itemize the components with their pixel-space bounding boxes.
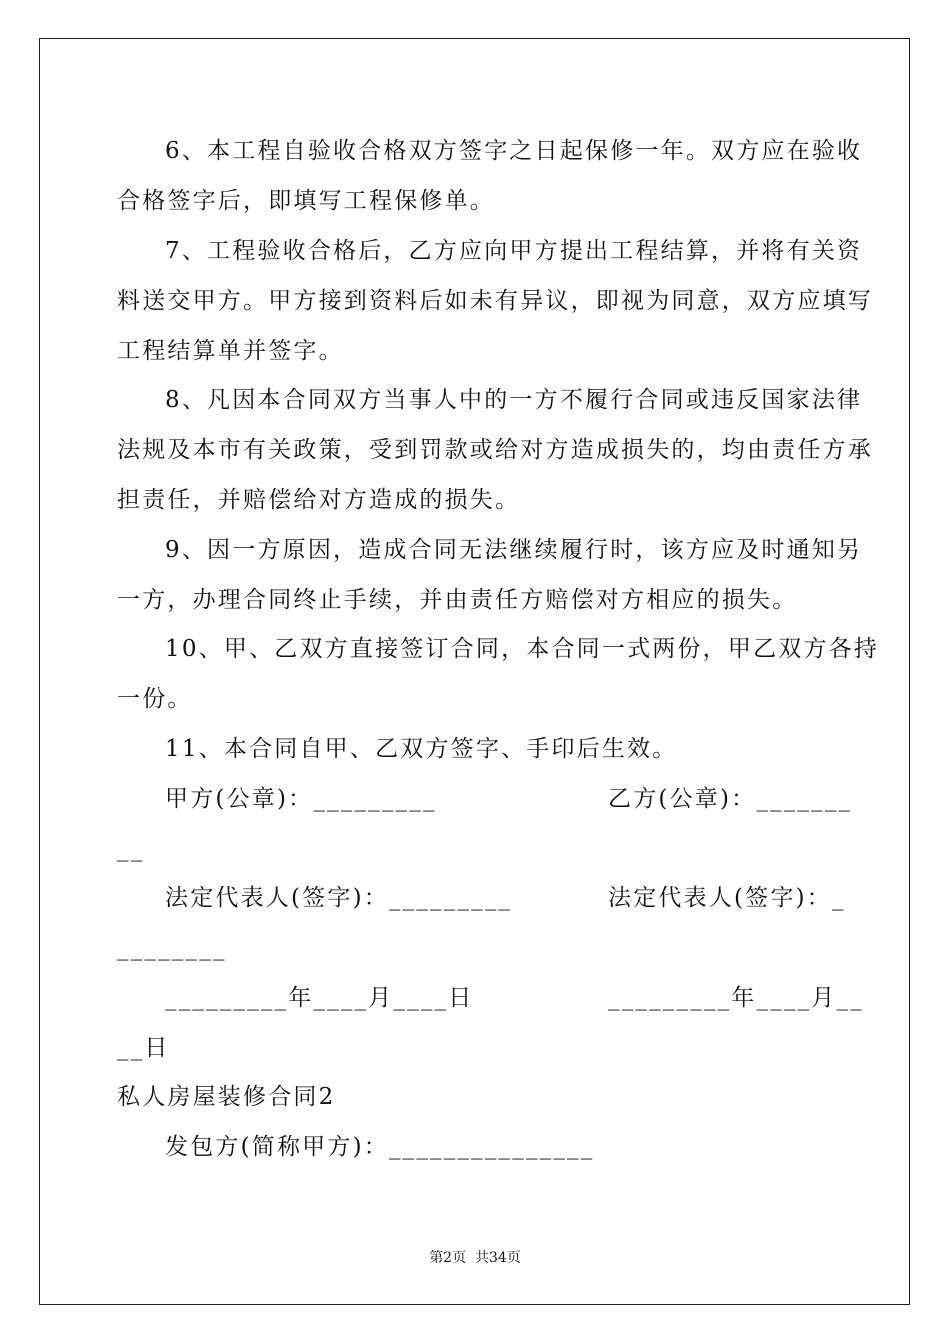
clause-8-line-1: 8、凡因本合同双方当事人中的一方不履行合同或违反国家法律 [165,387,863,413]
party-b-representative-field: 法定代表人(签字)：_ [608,885,846,911]
employer-field: 发包方(简称甲方)：_______________ [165,1134,595,1160]
party-b-date-field: _________年____月__ [608,985,864,1011]
page-number-footer: 第2页 共34页 [429,1250,521,1266]
party-a-representative-field: 法定代表人(签字)：_________ [165,885,513,911]
clause-7-line-3: 工程结算单并签字。 [117,338,344,364]
page-border [39,38,910,1305]
party-b-date-field-cont: __日 [117,1035,170,1061]
clause-6-line-2: 合格签字后，即填写工程保修单。 [117,188,495,214]
party-b-representative-field-cont: ________ [117,935,227,961]
clause-7-line-1: 7、工程验收合格后，乙方应向甲方提出工程结算，并将有关资 [165,238,863,264]
clause-8-line-3: 担责任，并赔偿给对方造成的损失。 [117,487,521,513]
clause-7-line-2: 料送交甲方。甲方接到资料后如未有异议，即视为同意，双方应填写 [117,288,873,314]
party-b-seal-field: 乙方(公章)：_______ [608,786,853,812]
clause-6-line-1: 6、本工程自验收合格双方签字之日起保修一年。双方应在验收 [165,138,863,164]
clause-10-line-2: 一份。 [117,686,193,712]
party-a-seal-field: 甲方(公章)：_________ [165,786,437,812]
party-b-seal-field-cont: __ [117,836,145,862]
clause-11-line-1: 11、本合同自甲、乙双方签字、手印后生效。 [165,736,678,762]
clause-9-line-2: 一方，办理合同终止手续，并由责任方赔偿对方相应的损失。 [117,587,798,613]
party-a-date-field: _________年____月____日 [165,985,474,1011]
clause-8-line-2: 法规及本市有关政策，受到罚款或给对方造成损失的，均由责任方承 [117,437,873,463]
clause-10-line-1: 10、甲、乙双方直接签订合同，本合同一式两份，甲乙双方各持 [165,636,880,662]
clause-9-line-1: 9、因一方原因，造成合同无法继续履行时，该方应及时通知另 [165,537,863,563]
section-2-title: 私人房屋装修合同2 [117,1084,336,1110]
